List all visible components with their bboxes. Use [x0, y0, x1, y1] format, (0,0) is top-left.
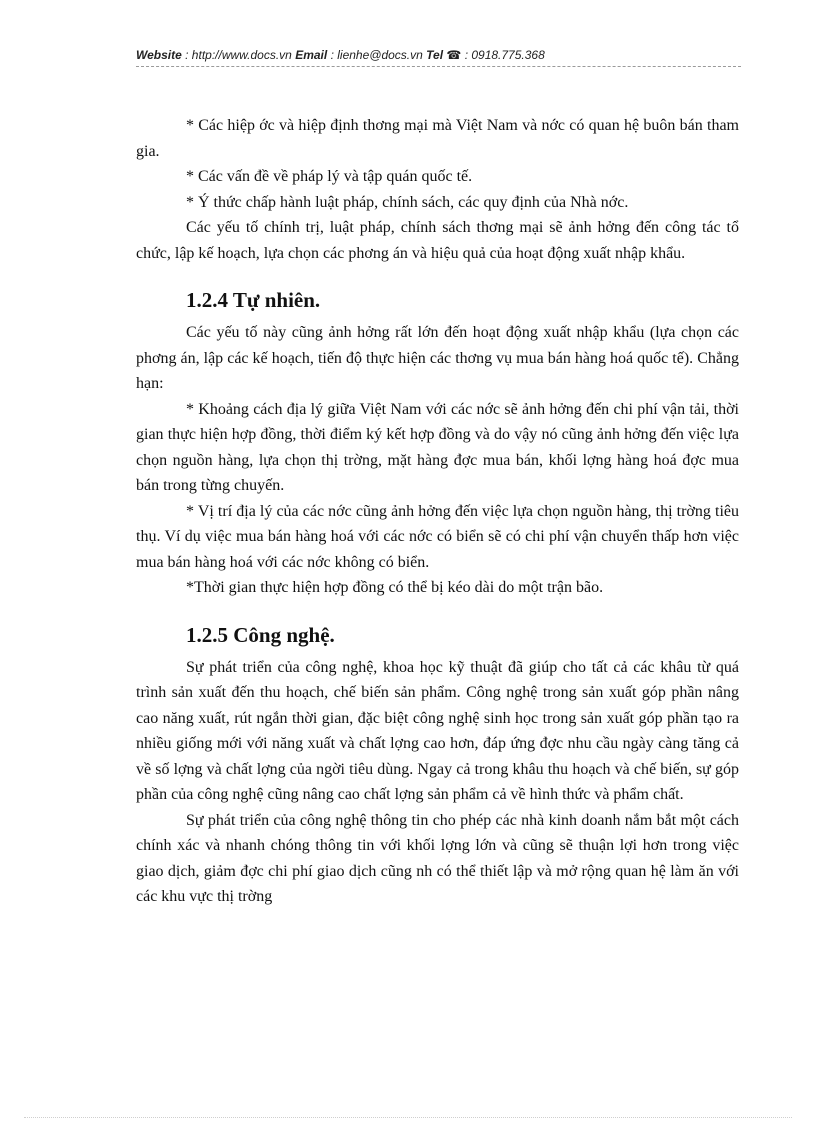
- tel-value: : 0918.775.368: [464, 48, 545, 62]
- section-heading: 1.2.5 Công nghệ.: [186, 622, 335, 647]
- paragraph: * Các vấn đề về pháp lý và tập quán quốc tế.: [186, 168, 473, 185]
- paragraph: * Vị trí địa lý của các nớc cũng ảnh hởng đến việc lựa chọn nguồn hàng, thị trờng tiêu thụ. Ví dụ việc mua bán hàng hoá với các nớc có biển sẽ có chi phí vận chuyển thấp hơn việc mua bán hàng hoá với các nớc không có biển.: [136, 502, 739, 571]
- email-link[interactable]: : lienhe@docs.vn: [330, 48, 423, 62]
- page-bottom-border: [24, 1117, 792, 1118]
- email-label: Email: [295, 48, 328, 62]
- spacer: [136, 601, 739, 621]
- document-body: [136, 113, 739, 910]
- paragraph: Các yếu tố chính trị, luật pháp, chính sách thơng mại sẽ ảnh hởng đến công tác tổ chức, lập kế hoạch, lựa chọn các phơng án và hiệu quả của hoạt động xuất nhập khẩu.: [136, 219, 739, 262]
- spacer: [136, 266, 739, 286]
- paragraph: Sự phát triển của công nghệ, khoa học kỹ thuật đã giúp cho tất cả các khâu từ quá trình sản xuất đến thu hoạch, chế biến sản phẩm. Công nghệ trong sản xuất góp phần nâng cao năng xuất, rút ngắn thời gian, đặc biệt công nghệ sinh học trong sản xuất góp phần tạo ra nhiều giống mới với năng xuất và chất lợng cao hơn, đáp ứng đợc nhu cầu ngày càng tăng cả về số lợng và chất lợng của ngời tiêu dùng. Ngay cả trong khâu thu hoạch và chế biến, sự góp phần của công nghệ cũng nâng cao chất lợng sản phẩm cả về hình thức và phẩm chất.: [136, 658, 739, 803]
- phone-icon: ☎: [446, 48, 462, 62]
- section-heading: 1.2.4 Tự nhiên.: [186, 288, 321, 312]
- header-divider: [136, 66, 741, 67]
- paragraph: * Các hiệp ớc và hiệp định thơng mại mà Việt Nam và nớc có quan hệ buôn bán tham gia.: [136, 117, 739, 160]
- website-link[interactable]: : http://www.docs.vn: [185, 48, 292, 62]
- paragraph: Sự phát triển của công nghệ thông tin cho phép các nhà kinh doanh nắm bắt một cách chính xác và nhanh chóng thông tin với khối lợng lớn và cũng sẽ thuận lợi hơn trong việc giao dịch, giảm đợc chi phí giao dịch cũng nh có thể thiết lập và mở rộng quan hệ làm ăn với các khu vực thị trờng: [136, 811, 739, 905]
- paragraph: * Ý thức chấp hành luật pháp, chính sách, các quy định của Nhà nớc.: [186, 193, 629, 211]
- page-header: [136, 48, 741, 62]
- paragraph: Các yếu tố này cũng ảnh hởng rất lớn đến hoạt động xuất nhập khẩu (lựa chọn các phơng án, lập các kế hoạch, tiến độ thực hiện các thơng vụ mua bán hàng hoá quốc tế). Chẳng hạn:: [136, 324, 739, 392]
- paragraph: *Thời gian thực hiện hợp đồng có thể bị kéo dài do một trận bão.: [186, 579, 604, 596]
- paragraph: * Khoảng cách địa lý giữa Việt Nam với các nớc sẽ ảnh hởng đến chi phí vận tải, thời gian thực hiện hợp đồng, thời điểm ký kết hợp đồng và do vậy nó cũng ảnh hởng đến việc lựa chọn nguồn hàng, lựa chọn thị trờng, mặt hàng đợc mua bán, khối lợng hàng hoá đợc mua bán trong từng chuyến.: [136, 400, 739, 494]
- website-label: Website: [136, 48, 182, 62]
- tel-label: Tel: [426, 48, 444, 62]
